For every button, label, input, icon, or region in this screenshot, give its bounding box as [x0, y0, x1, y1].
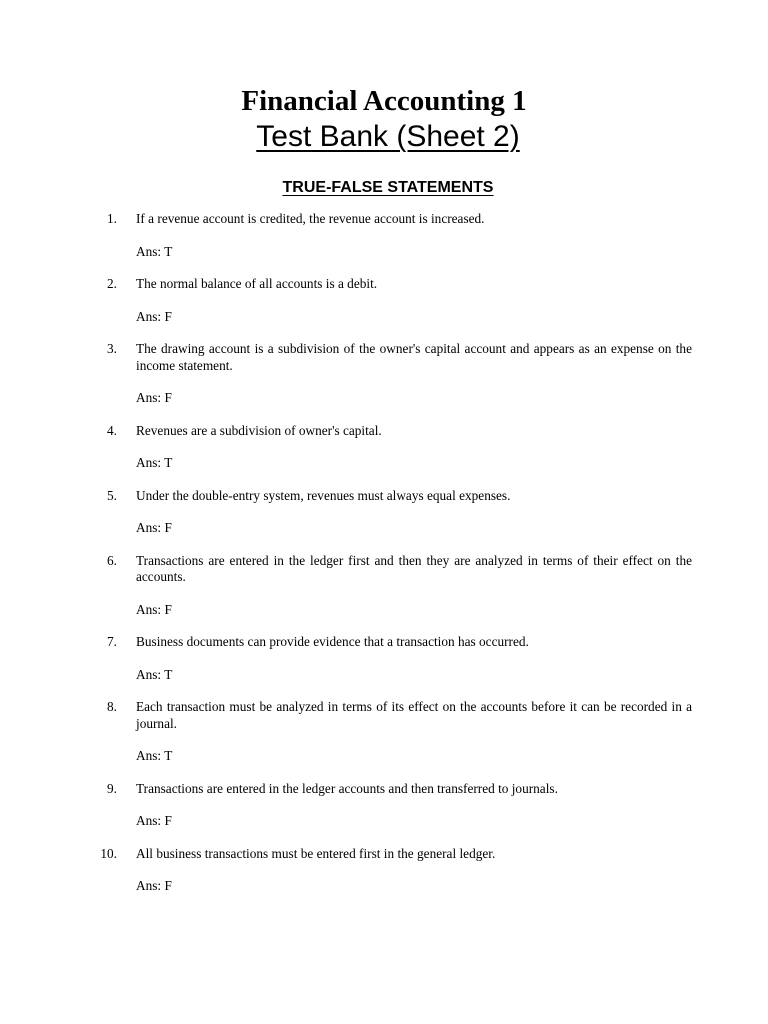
- question-text: The normal balance of all accounts is a debit.: [136, 276, 378, 291]
- question-answer: Ans: F: [136, 308, 172, 324]
- question-answer: Ans: T: [136, 243, 173, 259]
- question-item: [0, 276, 768, 325]
- question-answer: Ans: F: [136, 813, 172, 828]
- question-number: 9.: [107, 780, 117, 796]
- question-item: [0, 553, 768, 619]
- question-answer: Ans: F: [136, 601, 172, 617]
- section-heading: TRUE-FALSE STATEMENTS: [282, 179, 494, 196]
- question-number: 6.: [107, 552, 117, 568]
- question-number: 2.: [107, 276, 117, 291]
- question-item: [0, 846, 768, 895]
- question-text: Transactions are entered in the ledger first and then they are analyzed in terms of their effect on the accounts.: [136, 552, 692, 584]
- question-text: Under the double-entry system, revenues must always equal expenses.: [136, 487, 511, 503]
- question-list: [0, 211, 768, 911]
- question-text: Business documents can provide evidence that a transaction has occurred.: [136, 634, 529, 649]
- question-answer: Ans: T: [136, 455, 173, 470]
- question-text: Transactions are entered in the ledger accounts and then transferred to journals.: [136, 780, 558, 796]
- question-item: [0, 341, 768, 407]
- question-item: [0, 423, 768, 472]
- question-number: 1.: [107, 211, 117, 226]
- question-text: The drawing account is a subdivision of the owner's capital account and appears as an expense on the income statement.: [136, 341, 692, 373]
- question-answer: Ans: T: [136, 748, 173, 763]
- question-item: [0, 634, 768, 683]
- question-number: 3.: [107, 341, 117, 356]
- question-text: Each transaction must be analyzed in terms of its effect on the accounts before it can be recorded in a journal.: [136, 699, 692, 731]
- question-number: 8.: [107, 699, 117, 714]
- question-answer: Ans: F: [136, 390, 172, 405]
- question-number: 7.: [107, 634, 117, 649]
- question-item: [0, 211, 768, 260]
- question-text: Revenues are a subdivision of owner's capital.: [136, 422, 382, 438]
- question-item: [0, 488, 768, 537]
- question-number: 4.: [107, 422, 117, 438]
- question-number: 5.: [107, 487, 117, 503]
- question-answer: Ans: F: [136, 520, 172, 535]
- question-text: If a revenue account is credited, the revenue account is increased.: [136, 211, 485, 226]
- question-answer: Ans: F: [136, 878, 172, 893]
- question-number: 10.: [100, 845, 117, 861]
- question-item: [0, 699, 768, 765]
- question-answer: Ans: T: [136, 666, 173, 682]
- question-text: All business transactions must be entered first in the general ledger.: [136, 845, 496, 861]
- document-subtitle: Test Bank (Sheet 2): [256, 120, 520, 153]
- document-title: Financial Accounting 1: [241, 85, 527, 117]
- question-item: [0, 781, 768, 830]
